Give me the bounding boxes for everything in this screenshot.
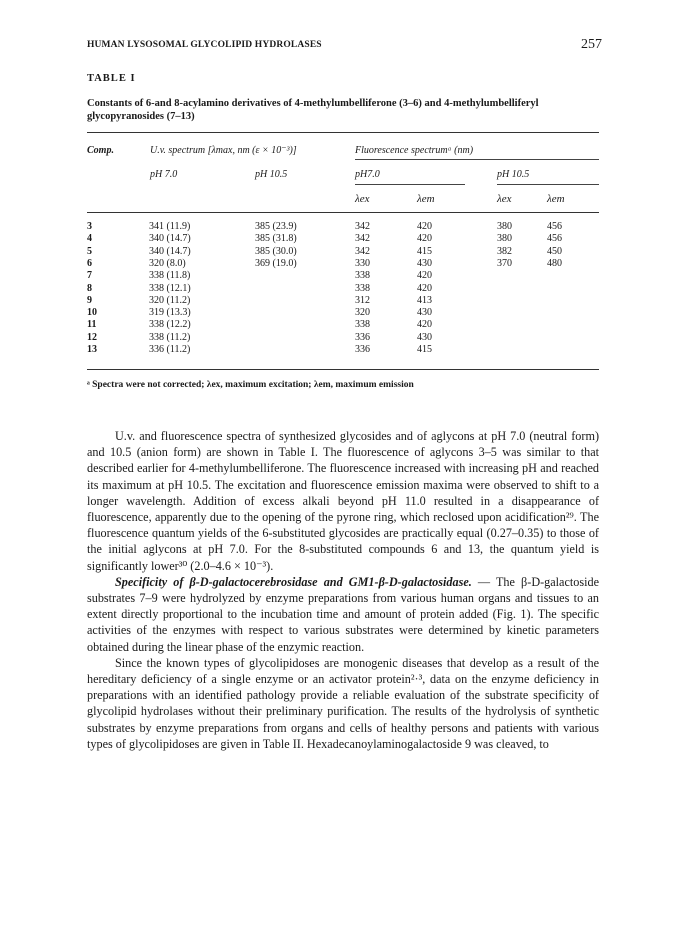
cell-uv-ph10: 385 (31.8) bbox=[255, 233, 297, 245]
header-uv-ph7: pH 7.0 bbox=[150, 169, 178, 180]
header-fluorescence: Fluorescence spectrumᵃ (nm) bbox=[355, 145, 474, 156]
cell-em-ph10: 450 bbox=[547, 245, 562, 257]
paragraph: Since the known types of glycolipidoses are monogenic diseases that develop as a result of the hereditary deficiency of a single enzyme or an activator protein²·³, data on the enzyme deficiency in preparations with an identified pathology provide a reliable evaluation of the substrate specificity of glycolipid hydrolases without their preliminary purification. The results of the hydrolysis of synthetic substrates by enzyme preparations from organs and cells of healthy persons and patients with various types of glycolipidoses are given in Table II. Hexadecanoylaminogalactoside 9 was cleaved, to bbox=[87, 655, 599, 751]
table-row bbox=[87, 270, 599, 281]
header-fl-ph10: pH 10.5 bbox=[497, 169, 530, 180]
cell-uv-ph7: 320 (8.0) bbox=[149, 257, 186, 269]
table-row bbox=[87, 258, 599, 269]
cell-em-ph7: 415 bbox=[417, 344, 432, 355]
cell-ex-ph10: 380 bbox=[497, 221, 512, 232]
table-header-rule bbox=[87, 212, 599, 213]
cell-ex-ph7: 342 bbox=[355, 245, 370, 257]
cell-uv-ph7: 338 (11.2) bbox=[149, 331, 191, 343]
cell-em-ph10: 456 bbox=[547, 233, 562, 245]
cell-em-ph7: 413 bbox=[417, 294, 432, 306]
table-row bbox=[87, 221, 599, 232]
table-row bbox=[87, 332, 599, 343]
cell-em-ph7: 430 bbox=[417, 331, 432, 343]
cell-ex-ph7: 336 bbox=[355, 331, 370, 343]
cell-em-ph7: 415 bbox=[417, 245, 432, 257]
table-row bbox=[87, 344, 599, 355]
table-footnote: ᵃ Spectra were not corrected; λex, maximum excitation; λem, maximum emission bbox=[87, 380, 414, 390]
table-bottom-rule bbox=[87, 369, 599, 370]
cell-em-ph7: 420 bbox=[417, 270, 432, 282]
ph7-span-rule bbox=[355, 184, 465, 185]
cell-em-ph10: 456 bbox=[547, 221, 562, 232]
header-uv-ph10: pH 10.5 bbox=[255, 169, 288, 180]
fluorescence-span-rule bbox=[355, 159, 599, 160]
cell-em-ph7: 420 bbox=[417, 319, 432, 331]
cell-ex-ph10: 382 bbox=[497, 245, 512, 257]
table-caption: Constants of 6-and 8-acylamino derivatives of 4-methylumbelliferone (3–6) and 4-methylumbelliferyl glycopyranosides (7–13) bbox=[87, 98, 539, 122]
cell-ex-ph7: 320 bbox=[355, 307, 370, 319]
header-em-ph10: λem bbox=[547, 193, 565, 205]
cell-uv-ph10: 385 (23.9) bbox=[255, 221, 297, 232]
cell-uv-ph10: 385 (30.0) bbox=[255, 245, 297, 257]
cell-comp: 13 bbox=[87, 344, 97, 355]
cell-ex-ph7: 342 bbox=[355, 221, 370, 232]
page-number: 257 bbox=[581, 37, 602, 52]
cell-comp: 6 bbox=[87, 257, 92, 269]
section-subheading: Specificity of β-D-galactocerebrosidase and GM1-β-D-galactosidase. bbox=[115, 574, 472, 589]
header-em-ph7: λem bbox=[417, 193, 435, 205]
cell-ex-ph7: 312 bbox=[355, 294, 370, 306]
cell-uv-ph7: 336 (11.2) bbox=[149, 344, 191, 355]
table-row bbox=[87, 295, 599, 306]
cell-ex-ph7: 342 bbox=[355, 233, 370, 245]
paragraph bbox=[87, 574, 599, 655]
cell-uv-ph7: 338 (12.2) bbox=[149, 319, 191, 331]
header-ex-ph10: λex bbox=[497, 193, 512, 205]
cell-uv-ph7: 320 (11.2) bbox=[149, 294, 191, 306]
cell-em-ph7: 420 bbox=[417, 221, 432, 232]
running-head-title: HUMAN LYSOSOMAL GLYCOLIPID HYDROLASES bbox=[87, 40, 322, 50]
cell-uv-ph7: 341 (11.9) bbox=[149, 221, 191, 232]
cell-uv-ph7: 338 (11.8) bbox=[149, 270, 191, 282]
body-text bbox=[87, 428, 599, 752]
cell-comp: 7 bbox=[87, 270, 92, 282]
table-row bbox=[87, 283, 599, 294]
cell-uv-ph7: 340 (14.7) bbox=[149, 245, 191, 257]
cell-comp: 8 bbox=[87, 282, 92, 294]
cell-uv-ph7: 340 (14.7) bbox=[149, 233, 191, 245]
table-label: TABLE I bbox=[87, 73, 136, 84]
cell-ex-ph7: 338 bbox=[355, 270, 370, 282]
cell-comp: 11 bbox=[87, 319, 97, 331]
cell-ex-ph10: 380 bbox=[497, 233, 512, 245]
cell-uv-ph7: 338 (12.1) bbox=[149, 282, 191, 294]
cell-comp: 12 bbox=[87, 331, 97, 343]
cell-ex-ph7: 336 bbox=[355, 344, 370, 355]
paragraph: U.v. and fluorescence spectra of synthesized glycosides and of aglycons at pH 7.0 (neutral form) and 10.5 (anion form) are shown in Table I. The fluorescence of aglycons 3–5 was similar to that described earlier for 4-methylumbelliferone. The fluorescence increased with increasing pH and reached its maximum at pH 10.5. The excitation and fluorescence emission maxima were observed to shift to a longer wavelength. Addition of excess alkali beyond pH 11.0 resulted in a disappearance of fluorescence, apparently due to the opening of the pyrone ring, which reclosed upon acidification²⁹. The fluorescence quantum yields of the 6-substituted glycosides are practically equal (0.27–0.35) to those of the initial aglycons at pH 7.0. For the 8-substituted compounds 6 and 13, the quantum yield is significantly lower³⁰ (2.0–4.6 × 10⁻³). bbox=[87, 429, 599, 573]
cell-comp: 4 bbox=[87, 233, 92, 245]
table-row bbox=[87, 319, 599, 330]
cell-em-ph7: 430 bbox=[417, 257, 432, 269]
table-top-rule bbox=[87, 132, 599, 133]
table-row bbox=[87, 307, 599, 318]
header-uv-spectrum: U.v. spectrum [λmax, nm (ε × 10⁻³)] bbox=[150, 145, 297, 156]
cell-ex-ph7: 338 bbox=[355, 282, 370, 294]
header-comp: Comp. bbox=[87, 145, 114, 156]
table-row bbox=[87, 246, 599, 257]
paragraph-text: — The β-D-galactoside substrates 7–9 were hydrolyzed by enzyme preparations from various human organs and tissues to an extent directly proportional to the incubation time and amount of protein added (Fig. 1). The specific activities of the enzymes with respect to various substrates were determined by kinetic parameters obtained during the linear phase of the enzymic reaction. bbox=[87, 574, 599, 654]
cell-em-ph7: 430 bbox=[417, 307, 432, 319]
ph10-span-rule bbox=[497, 184, 599, 185]
cell-comp: 3 bbox=[87, 221, 92, 232]
cell-comp: 5 bbox=[87, 245, 92, 257]
cell-comp: 10 bbox=[87, 307, 97, 319]
header-fl-ph7: pH7.0 bbox=[355, 169, 380, 180]
cell-uv-ph7: 319 (13.3) bbox=[149, 307, 191, 319]
running-head bbox=[87, 37, 602, 53]
cell-em-ph10: 480 bbox=[547, 257, 562, 269]
cell-ex-ph7: 338 bbox=[355, 319, 370, 331]
table-row bbox=[87, 233, 599, 244]
cell-uv-ph10: 369 (19.0) bbox=[255, 257, 297, 269]
cell-comp: 9 bbox=[87, 294, 92, 306]
cell-ex-ph7: 330 bbox=[355, 257, 370, 269]
header-ex-ph7: λex bbox=[355, 193, 370, 205]
cell-ex-ph10: 370 bbox=[497, 257, 512, 269]
cell-em-ph7: 420 bbox=[417, 233, 432, 245]
cell-em-ph7: 420 bbox=[417, 282, 432, 294]
